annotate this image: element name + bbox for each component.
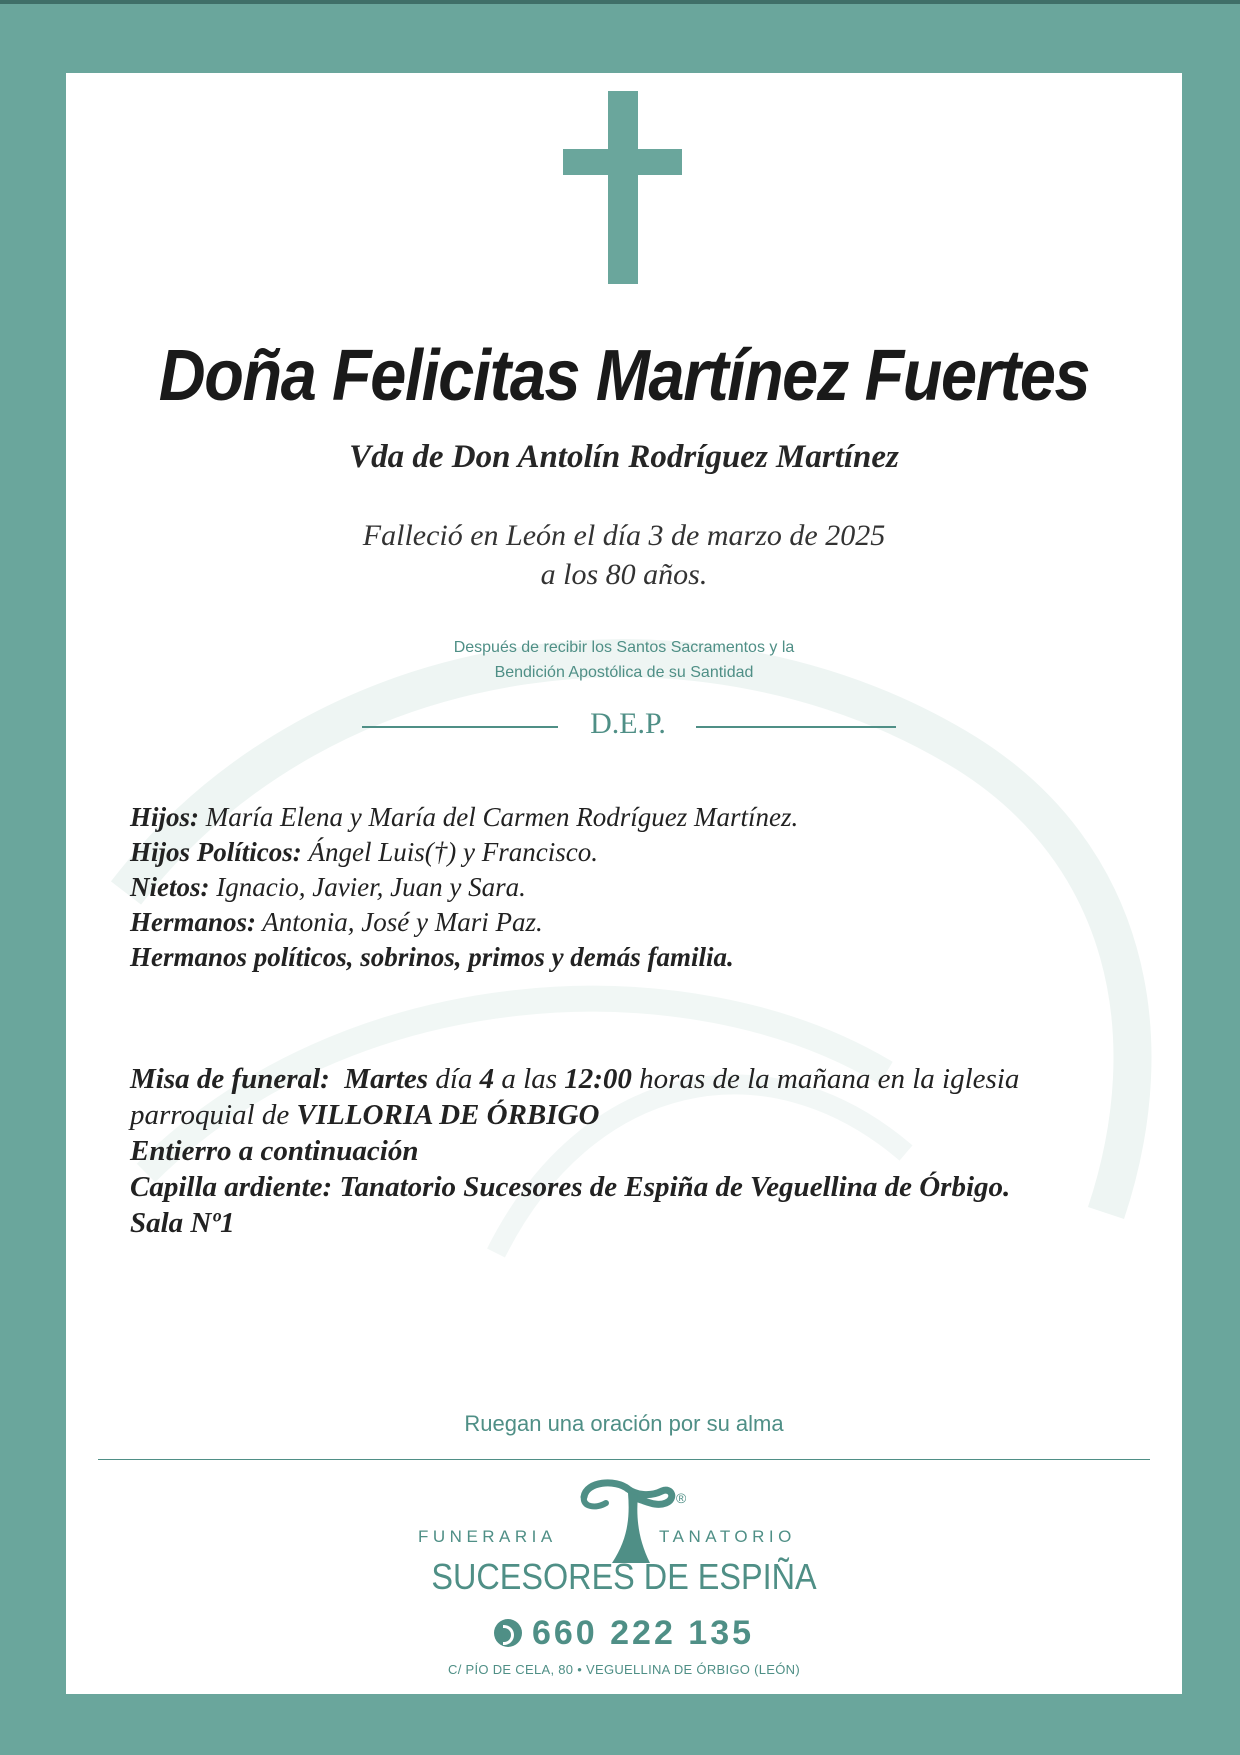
family-closing: Hermanos políticos, sobrinos, primos y demás familia.: [130, 942, 734, 972]
prayer-request: Ruegan una oración por su alma: [464, 1411, 784, 1436]
mass-text-3: horas de la mañana en la iglesia: [631, 1063, 1020, 1095]
registered-mark: ®: [676, 1490, 686, 1506]
dep-divider-right: [696, 726, 896, 728]
family-value: Ignacio, Javier, Juan y Sara.: [209, 872, 526, 902]
parish-text: parroquial de: [130, 1099, 297, 1131]
obituary-card: [66, 73, 1182, 1694]
deceased-name: Doña Felicitas Martínez Fuertes: [158, 336, 1090, 416]
family-label: Hijos Políticos:: [130, 837, 302, 867]
top-strip: [0, 0, 1240, 4]
dep-row: [66, 707, 1182, 747]
family-row-hijos-politicos: [130, 835, 1130, 870]
widow-of-line: Vda de Don Antolín Rodríguez Martínez: [349, 439, 899, 475]
parish-name: VILLORIA DE ÓRBIGO: [296, 1099, 600, 1131]
family-list: [130, 800, 1130, 975]
funeral-home-address: C/ PÍO DE CELA, 80 • VEGUELLINA DE ÓRBIGO (LEÓN): [448, 1662, 800, 1677]
mass-label: Misa de funeral:: [130, 1063, 330, 1095]
sacraments-line-1: Después de recibir los Santos Sacramentos y la: [453, 639, 795, 656]
family-value: Antonia, José y Mari Paz.: [256, 907, 543, 937]
chapel-line: Capilla ardiente: Tanatorio Sucesores de Espiña de Veguellina de Órbigo.: [130, 1171, 1011, 1203]
mass-day: Martes: [344, 1063, 429, 1095]
room-line: Sala Nº1: [130, 1207, 235, 1239]
family-label: Nietos:: [130, 872, 210, 902]
mass-line: [130, 1061, 1150, 1097]
phone-number[interactable]: 660 222 135: [531, 1614, 755, 1652]
family-value: María Elena y María del Carmen Rodríguez Martínez.: [199, 802, 799, 832]
dep-text: D.E.P.: [590, 707, 666, 740]
family-label: Hermanos:: [130, 907, 257, 937]
funeral-home-name: SUCESORES DE ESPIÑA: [431, 1556, 817, 1597]
dep-divider-left: [362, 726, 558, 728]
family-row-nietos: [130, 870, 1130, 905]
sacraments-line-2: Bendición Apostólica de su Santidad: [494, 664, 754, 681]
burial-line: Entierro a continuación: [130, 1135, 419, 1167]
mass-text-2: a las: [494, 1063, 565, 1095]
family-row-hijos: [130, 800, 1130, 835]
funeraria-word: FUNERARIA: [418, 1527, 557, 1546]
phone-icon: [494, 1619, 522, 1647]
phone-row: [66, 1614, 1182, 1653]
mass-text-1: día: [428, 1063, 480, 1095]
funeral-service-info: [130, 1061, 1150, 1241]
death-date-line: Falleció en León el día 3 de marzo de 2025: [362, 519, 886, 552]
mass-time: 12:00: [564, 1063, 632, 1095]
family-value: Ángel Luis(†) y Francisco.: [301, 837, 598, 867]
parish-line: [130, 1097, 1150, 1133]
footer-divider: [98, 1459, 1150, 1460]
mass-date: 4: [479, 1063, 495, 1095]
tanatorio-word: TANATORIO: [659, 1527, 796, 1546]
cross-icon: [66, 73, 1182, 303]
family-row-hermanos: [130, 905, 1130, 940]
age-line: a los 80 años.: [540, 558, 708, 591]
family-label: Hijos:: [130, 802, 200, 832]
